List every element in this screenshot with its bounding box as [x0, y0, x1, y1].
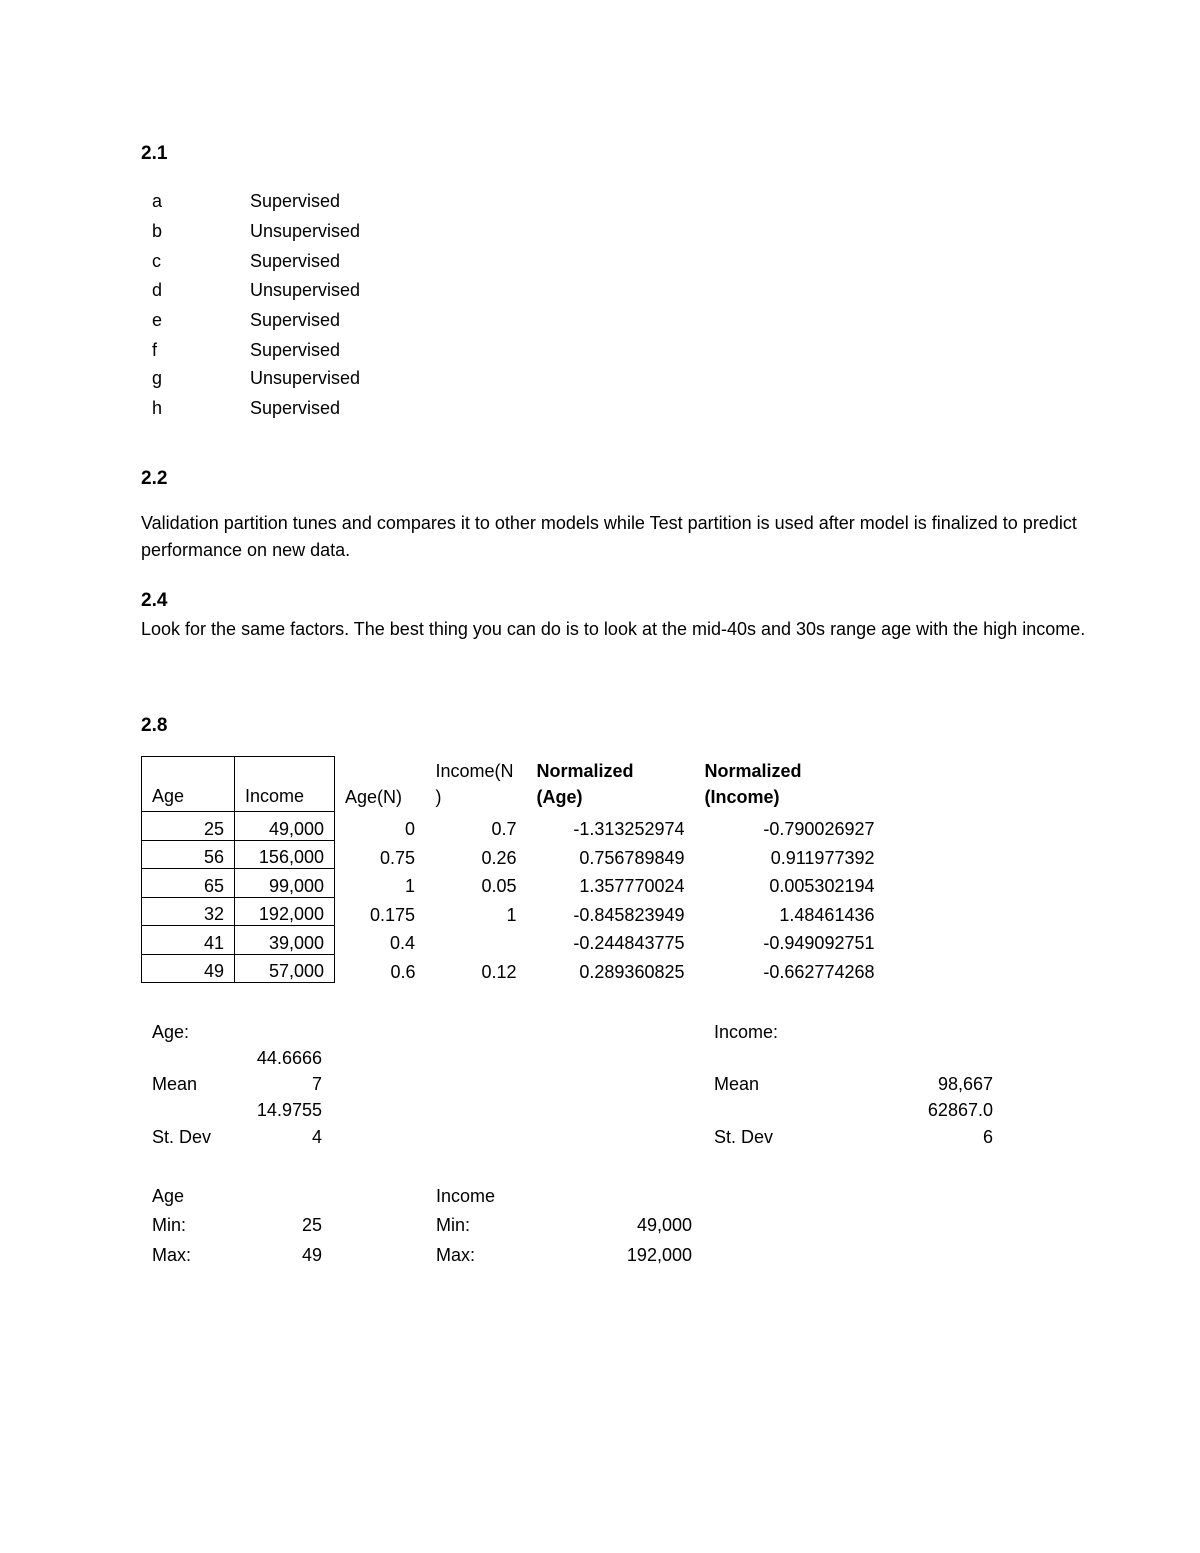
income-stats-title: Income: [714, 1022, 779, 1042]
table-row [142, 897, 885, 926]
age-mean-label: Mean [152, 1074, 198, 1094]
answer-letter: c [152, 251, 161, 271]
cell-normalized-age: 0.756789849 [579, 847, 685, 868]
cell-normalized-age: -0.845823949 [573, 904, 685, 925]
cell-age: 56 [142, 840, 235, 869]
col-header-income: Income [235, 757, 335, 812]
col-header-age: Age [142, 757, 235, 812]
age-min-label: Min: [152, 1215, 187, 1235]
cell-income-n: 0.7 [491, 819, 517, 839]
cell-income: 192,000 [235, 897, 335, 926]
age-min-value: 25 [301, 1215, 322, 1235]
income-max-label: Max: [436, 1245, 476, 1265]
normalization-table [141, 756, 885, 983]
cell-age-n: 0.175 [369, 904, 415, 925]
answer-letter: b [152, 221, 163, 241]
cell-age: 65 [142, 869, 235, 898]
cell-normalized-age: -0.244843775 [573, 933, 685, 953]
answer-value: Supervised [250, 251, 341, 271]
answer-letter: f [152, 340, 158, 360]
cell-normalized-age: 0.289360825 [579, 961, 685, 982]
age-stdev-value-line2: 4 [311, 1127, 322, 1147]
age-stdev-value-line1: 14.9755 [256, 1100, 322, 1120]
income-min-value: 49,000 [636, 1215, 692, 1235]
answer-value: Unsupervised [250, 280, 361, 300]
section-2-2-text: Validation partition tunes and compares it to other models while Test partition is used after model is finalized to predict performance on new data. [141, 513, 1077, 560]
age-max-value: 49 [301, 1245, 322, 1265]
cell-income-n: 0.05 [481, 876, 517, 896]
col-header-normalized-income: Normalized (Income) [704, 760, 802, 807]
answer-value: Supervised [250, 340, 341, 360]
income-stdev-value-line1: 62867.0 [927, 1100, 993, 1120]
answer-letter: g [152, 368, 163, 388]
income-range-title: Income [436, 1186, 496, 1206]
income-stdev-label: St. Dev [714, 1127, 774, 1147]
income-mean-value: 98,667 [937, 1074, 993, 1094]
table-header-row [142, 757, 885, 812]
cell-income: 156,000 [235, 840, 335, 869]
income-mean-label: Mean [714, 1074, 760, 1094]
age-stats-title: Age: [152, 1022, 190, 1042]
cell-normalized-income: 0.911977392 [770, 847, 875, 868]
col-header-normalized-age: Normalized (Age) [536, 760, 634, 807]
section-2-1-heading: 2.1 [141, 143, 168, 164]
cell-age: 25 [142, 812, 235, 841]
age-mean-value-line2: 7 [311, 1074, 322, 1094]
cell-normalized-age: -1.313252974 [573, 819, 685, 839]
cell-age-n: 0.6 [390, 961, 416, 982]
answer-value: Unsupervised [250, 221, 361, 241]
answer-letter: h [152, 398, 163, 418]
col-header-age-n: Age(N) [345, 786, 403, 807]
cell-income: 39,000 [235, 926, 335, 955]
age-max-label: Max: [152, 1245, 192, 1265]
cell-income-n: 0.26 [481, 847, 517, 868]
age-range-title: Age [152, 1186, 185, 1206]
table-row [142, 840, 885, 869]
cell-normalized-income: -0.790026927 [763, 819, 875, 839]
income-min-label: Min: [436, 1215, 471, 1235]
cell-age-n: 1 [404, 876, 415, 896]
section-2-2-heading: 2.2 [141, 468, 168, 489]
table-row [142, 812, 885, 841]
section-2-4-text: Look for the same factors. The best thing you can do is to look at the mid-40s and 30s range age with the high income. [141, 619, 1086, 639]
cell-normalized-income: -0.949092751 [763, 933, 875, 953]
cell-income-n: 0.12 [481, 961, 517, 982]
table-row [142, 869, 885, 898]
income-max-value: 192,000 [626, 1245, 692, 1265]
cell-age: 32 [142, 897, 235, 926]
cell-income: 49,000 [235, 812, 335, 841]
cell-income-n: 1 [506, 904, 517, 925]
cell-normalized-income: -0.662774268 [763, 961, 875, 982]
cell-income-n [426, 926, 527, 955]
cell-income: 57,000 [235, 954, 335, 983]
answer-letter: d [152, 280, 163, 300]
cell-normalized-income: 1.48461436 [779, 904, 875, 925]
age-stdev-label: St. Dev [152, 1127, 212, 1147]
cell-age-n: 0.75 [379, 847, 415, 868]
answer-value: Supervised [250, 398, 341, 418]
answer-value: Supervised [250, 310, 341, 330]
cell-age: 41 [142, 926, 235, 955]
cell-income: 99,000 [235, 869, 335, 898]
cell-normalized-income: 0.005302194 [769, 876, 875, 896]
answer-letter: e [152, 310, 163, 330]
cell-age-n: 0 [404, 819, 415, 839]
table-row [142, 954, 885, 983]
cell-age: 49 [142, 954, 235, 983]
answer-value: Supervised [250, 191, 341, 211]
table-row [142, 926, 885, 955]
answer-value: Unsupervised [250, 368, 361, 388]
section-2-4-heading: 2.4 [141, 590, 168, 611]
col-header-income-n: Income(N ) [435, 760, 514, 807]
section-2-8-heading: 2.8 [141, 715, 168, 736]
income-stdev-value-line2: 6 [982, 1127, 993, 1147]
cell-normalized-age: 1.357770024 [579, 876, 685, 896]
answer-letter: a [152, 191, 163, 211]
cell-age-n: 0.4 [389, 933, 415, 953]
age-mean-value-line1: 44.6666 [256, 1048, 322, 1068]
